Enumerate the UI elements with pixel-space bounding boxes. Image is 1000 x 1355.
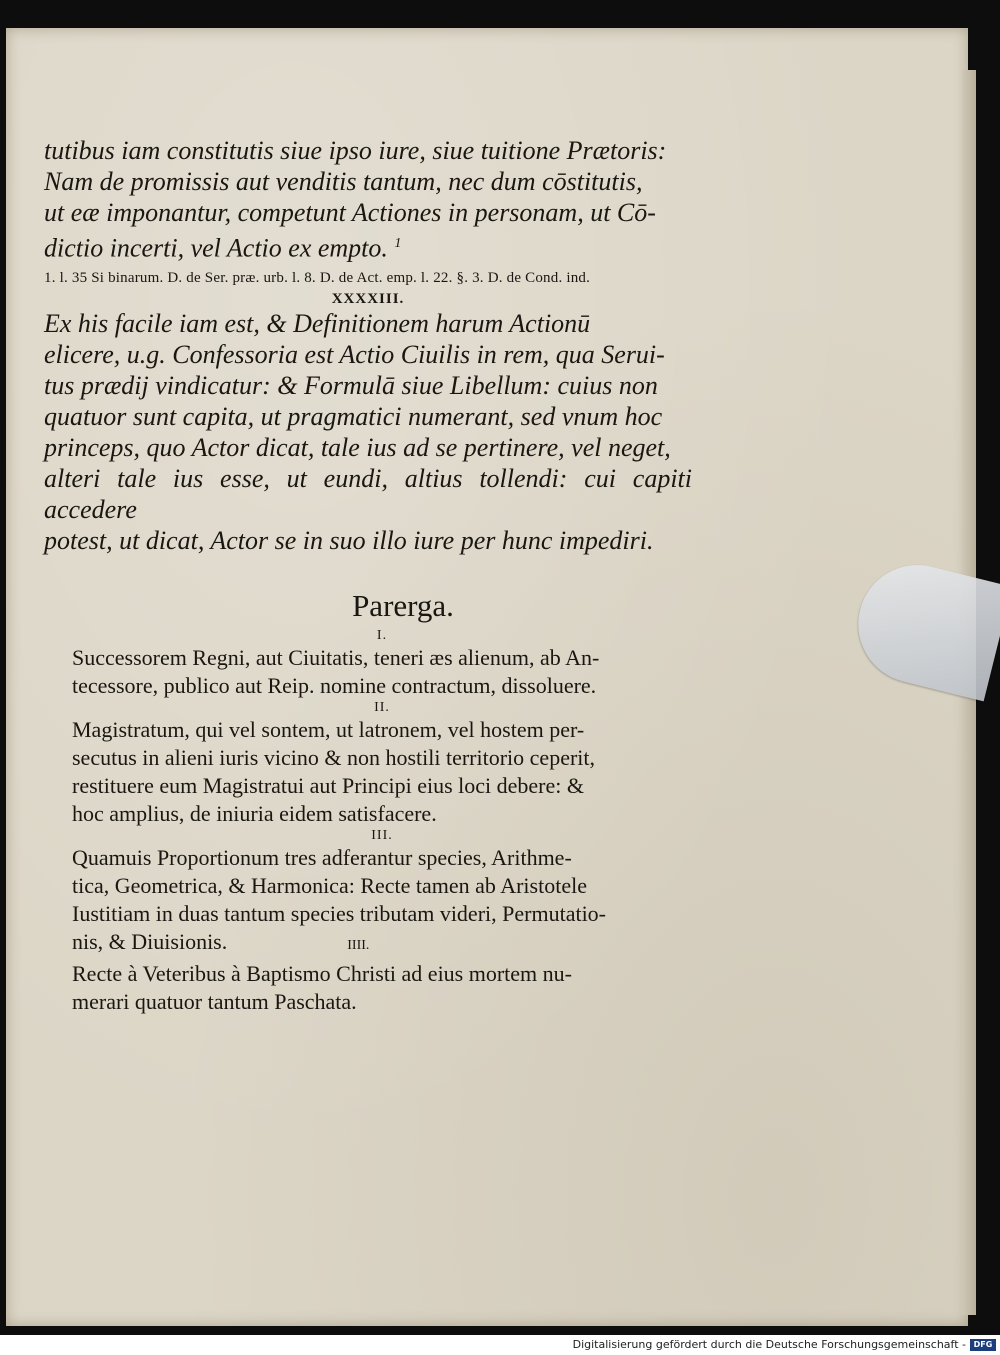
paragraph-1	[44, 135, 692, 264]
item-line: Successorem Regni, aut Ciuitatis, teneri æs alienum, ab An-	[72, 645, 600, 670]
item-line: merari quatuor tantum Paschata.	[72, 989, 357, 1014]
item-number: III.	[371, 828, 393, 843]
footer-bar	[0, 1335, 1000, 1355]
footnote: 1. l. 35 Si binarum. D. de Ser. præ. urb. l. 8. D. de Act. emp. l. 22. §. 3. D. de Cond. ind.	[44, 269, 591, 286]
item-number: IIII.	[347, 938, 370, 953]
item-line: restituere eum Magistratui aut Principi eius loci debere: &	[72, 773, 584, 798]
item-line: hoc amplius, de iniuria eidem satisfacere.	[72, 801, 437, 826]
item-line	[72, 928, 692, 960]
text-line: elicere, u.g. Confessoria est Actio Ciuilis in rem, qua Serui-	[44, 339, 665, 369]
item-line: tecessore, publico aut Reip. nomine contractum, dissoluere.	[72, 673, 597, 698]
text-line: Nam de promissis aut venditis tantum, nec dum cōstitutis,	[44, 167, 643, 196]
parerga-section	[72, 586, 692, 1016]
text-line: princeps, quo Actor dicat, tale ius ad se pertinere, vel neget,	[44, 432, 671, 462]
item-line: tica, Geometrica, & Harmonica: Recte tamen ab Aristotele	[72, 873, 587, 898]
footnote-marker: 1	[394, 236, 402, 251]
text-line: alteri tale ius esse, ut eundi, altius tollendi: cui capiti accedere	[44, 463, 692, 524]
text-line-content: dictio incerti, vel Actio ex empto.	[44, 233, 388, 263]
text-line	[44, 228, 692, 264]
item-line: secutus in alieni iuris vicino & non hostili territorio ceperit,	[72, 745, 596, 770]
section-number: XXXXIII.	[331, 290, 405, 307]
item-line: Magistratum, qui vel sontem, ut latronem, vel hostem per-	[72, 717, 585, 742]
item-line-content: nis, & Diuisionis.	[72, 929, 228, 954]
text-line: Ex his facile iam est, & Definitionem harum Actionū	[44, 308, 591, 338]
item-number: II.	[374, 700, 390, 715]
dfg-logo: DFG	[970, 1339, 996, 1351]
text-line: ut eæ imponantur, competunt Actiones in personam, ut Cō-	[44, 198, 656, 227]
text-line: tutibus iam constitutis siue ipso iure, siue tuitione Prætoris:	[44, 136, 667, 165]
item-line: Recte à Veteribus à Baptismo Christi ad eius mortem nu-	[72, 961, 572, 986]
item-line: Quamuis Proportionum tres adferantur species, Arithme-	[72, 845, 572, 870]
text-line: potest, ut dicat, Actor se in suo illo iure per hunc impediri.	[44, 525, 654, 555]
text-line: quatuor sunt capita, ut pragmatici numerant, sed vnum hoc	[44, 401, 663, 431]
paragraph-2	[44, 308, 692, 556]
item-number: I.	[376, 628, 388, 643]
parerga-heading: Parerga.	[352, 588, 454, 623]
item-line: Iustitiam in duas tantum species tributam videri, Permutatio-	[72, 901, 607, 926]
text-line: tus prædij vindicatur: & Formulā siue Libellum: cuius non	[44, 370, 658, 400]
main-text-block	[44, 135, 692, 556]
footer-credit: Digitalisierung gefördert durch die Deutsche Forschungsgemeinschaft -	[572, 1338, 966, 1351]
